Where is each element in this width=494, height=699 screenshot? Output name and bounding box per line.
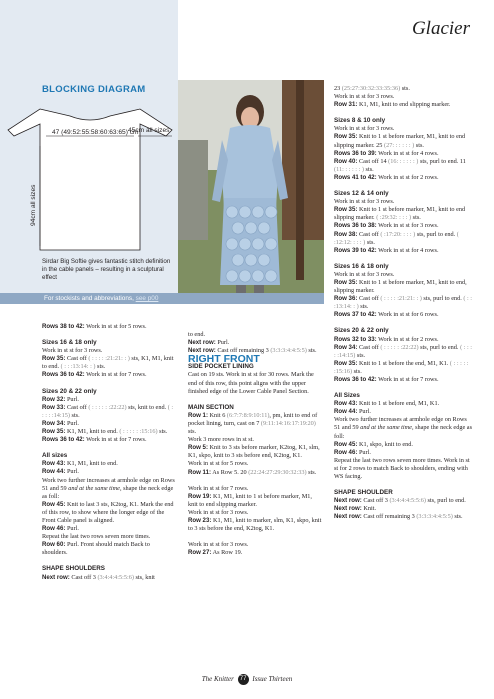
instruction-line: Work in st st for 3 rows. [188,508,249,516]
section-heading: Sizes 16 & 18 only [334,262,389,270]
instruction-line: Row 27: As Row 19. [188,549,243,557]
instruction-line: Rows 36 to 39: Work in st st for 4 rows. [334,149,439,157]
section-heading: Sizes 16 & 18 only [42,339,97,347]
instruction-line: Row 40: Cast off 14 (16: : : : : : ) sts, purl to end. 11 (11: : : : : : ) sts. [334,157,466,173]
instruction-line: Row 46: Purl. [334,448,371,456]
instruction-line: Rows 36 to 42: Work in st st for 7 rows. [42,371,147,379]
svg-text:94cm all sizes [30,184,37,226]
instruction-line: Row 35: Cast off ( : : : : :21:21: : ) sts, K1, M1, knit to end. ( : : :13:14: : ) sts. [42,355,174,371]
pattern-column-2 [188,331,322,557]
instruction-line: Next row: Knit. [334,505,377,513]
instruction-line: Next row: Cast off remaining 3 (3:3:3:4:4:5:5) sts. [188,347,317,355]
instruction-line: Row 23: K1, M1, knit to marker, slm, K1, skpo, knit to 3 sts before the end, K2tog, K1. [188,516,322,533]
section-heading: MAIN SECTION [188,403,234,411]
svg-text:45cm all sizes [128,127,170,134]
section-heading: All sizes [42,452,68,460]
instruction-line: Next row: Purl. [188,339,230,347]
instruction-line: Row 32: Purl. [42,395,79,403]
instruction-line: Row 19: K1, M1, knit to 1 st before marker, M1, knit to end slipping marker. [188,492,312,508]
page-number: 77 [238,674,249,685]
pattern-title: Glacier [411,18,470,39]
spacer [334,255,474,263]
instruction-line: Row 43: Knit to 1 st before end, M1, K1. [334,400,440,408]
instruction-line: Rows 39 to 42: Work in st st for 4 rows. [334,246,439,254]
instruction-line: Row 38: Cast off ( :17:20: : : : ) sts, purl to end. ( :12:12: : : : ) sts. [334,230,459,246]
spacer [334,109,474,117]
instruction-line: Row 35: Knit to 1 st before marker, M1, knit to end slipping marker. 25 (27: : : : : : ) sts. [334,133,466,149]
instruction-line: to end. [188,331,206,338]
instruction-line: Next row: Cast off 3 (3:4:4:4:5:5:6) sts, purl to end. [334,497,466,505]
length-label: 94cm all sizes [30,184,37,226]
spacer [188,533,322,541]
pattern-column-3 [334,85,474,522]
instruction-line: Repeat the last two rows seven more times. Work in st st for 2 rows to match Back to shoulders, ending with WS facing. [334,456,470,481]
blocking-diagram [0,96,178,258]
spacer [42,331,176,339]
model-photo [178,80,324,302]
instruction-line: Work in st st for 3 rows. [188,541,249,549]
instruction-line: Row 35: Knit to 1 st before the end, M1, K1. ( : : : : : :15:16) sts. [334,359,469,375]
instruction-line: Next row: Cast off 3 (3:4:4:4:5:5:6) sts, knit [42,573,155,581]
stockists-link[interactable]: see p00 [135,295,159,302]
instruction-line: Cast on 19 sts. Work in st st for 30 rows. Mark the end of this row, this point aligns with the upper finished edge of the Lower Cable Panel Section. [188,371,314,395]
spacer [334,481,474,489]
instruction-line: Row 31: K1, M1, knit to end slipping marker. [334,101,451,109]
instruction-line: Row 36: Cast off ( : : : : :21:21: : ) sts, purl to end. ( : : :13:14: : ) sts. [334,295,473,311]
instruction-line: Work in st st for 3 rows. [42,347,103,355]
instruction-line: Row 11: As Row 5. 20 (22:24:27:29:30:32:33) sts. [188,468,317,476]
section-heading: Sizes 8 & 10 only [334,117,386,125]
instruction-line: 23 (25:27:30:32:33:35:36) sts. [334,85,410,92]
instruction-line: Rows 32 to 33: Work in st st for 2 rows. [334,335,439,343]
svg-text:47 (49:52:55:58:60:63:65) cm [52,129,139,136]
spacer [188,396,322,404]
instruction-line: Next row: Cast off remaining 3 (3:3:3:4:4:5:5) sts. [334,513,463,521]
instruction-line: Work two further increases at armhole edge on Rows 51 and 59 and at the same time, shape the neck edge as foll: [334,416,472,440]
instruction-line: Row 44: Purl. [334,408,371,416]
instruction-line: Row 35: Knit to 1 st before marker, M1, knit to end slipping marker. ( :29:32: : : : ) sts. [334,206,466,222]
section-heading: All Sizes [334,392,360,400]
page-footer [0,674,494,685]
instruction-line: Work in st st for 3 rows. [334,270,395,278]
instruction-line: Work in st st for 3 rows. [334,93,395,101]
instruction-line: Repeat the last two rows seven more times. [42,533,151,541]
spacer [334,182,474,190]
spacer [334,384,474,392]
instruction-line: Row 5: Knit to 3 sts before marker, K2tog, K1, slm, K1, skpo, knit to 3 sts before end, K2tog, K1. [188,444,320,460]
instruction-line: Row 1: Knit 6 (6:7:7:8:9:10:11), pm, knit to end of pocket lining, turn, cast on 7 (9:11:14:16:17:19:20) sts. [188,411,318,436]
photo-caption: Sirdar Big Softie gives fantastic stitch definition in the cable panels – resulting in a sculptural effect [42,258,171,282]
instruction-line: Row 44: Purl. [42,468,79,476]
instruction-line: Row 33: Cast off ( : : : : : :22:22) sts, knit to end. ( : : : : :14:15) sts. [42,403,174,419]
blocking-diagram-title: BLOCKING DIAGRAM [42,84,146,95]
instruction-line: Row 35: Knit to 1 st before marker, M1, knit to end, slipping marker. [334,278,467,295]
instruction-line: Work two further increases at armhole edge on Rows 51 and 59 and at the same time, shape the neck edge as foll: [42,476,175,500]
instruction-line: Row 34: Cast off ( : : : : : :22:22) sts, purl to end. ( : : : : :14:15) sts. [334,343,473,359]
section-heading: Sizes 20 & 22 only [334,327,389,335]
instruction-line: Rows 37 to 42: Work in st st for 6 rows. [334,311,439,319]
stockists-text: For stockists and abbreviations, [44,295,134,302]
instruction-line: Rows 36 to 42: Work in st st for 7 rows. [42,436,147,444]
section-heading: SIDE POCKET LINING [188,363,254,371]
section-heading: Sizes 12 & 14 only [334,190,389,198]
section-heading: SHAPE SHOULDERS [42,565,105,573]
instruction-line: Rows 36 to 38: Work in st st for 3 rows. [334,222,439,230]
width-label: 47 (49:52:55:58:60:63:65) cm [52,129,139,136]
header-band [0,0,178,80]
spacer [42,444,176,452]
instruction-line: Row 60: Purl. Front should match Back to shoulders. [42,541,150,557]
section-title: RIGHT FRONT [188,353,260,366]
footer-brand: The Knitter [201,675,234,684]
instruction-line: Work in st st for 7 rows. [188,484,249,492]
instruction-line: Work in st st for 3 rows. [334,198,395,206]
stockists-note [44,295,158,302]
instruction-line: Rows 38 to 42: Work in st st for 5 rows. [42,323,147,330]
section-heading: Sizes 20 & 22 only [42,387,97,395]
instruction-line: Row 35: K1, M1, knit to end. ( : : : : : :15:16) sts. [42,428,168,436]
instruction-line: Row 43: K1, M1, knit to end. [42,460,118,468]
instruction-line: Row 45: Knit to last 3 sts, K2tog, K1. Mark the end of this row, to show where the longer edge of the Front Cable panel is aligned. [42,500,174,524]
spacer [334,319,474,327]
footer-issue: Issue Thirteen [252,675,293,684]
instruction-line: Rows 41 to 42: Work in st st for 2 rows. [334,173,439,181]
spacer [42,557,176,565]
sleeve-label: 45cm all sizes [128,127,170,134]
instruction-line: Work 3 more rows in st st. [188,436,254,444]
instruction-line: Work in st st for 3 rows. [334,125,395,133]
instruction-line: Row 46: Purl. [42,525,79,533]
spacer [42,380,176,388]
instruction-line: Row 45: K1, skpo, knit to end. [334,440,413,448]
section-heading: SHAPE SHOULDER [334,489,393,497]
spacer [188,477,322,485]
pattern-column-1 [42,323,176,582]
instruction-line: Work in st st for 5 rows. [188,460,249,468]
instruction-line: Rows 36 to 42: Work in st st for 7 rows. [334,376,439,383]
instruction-line: Row 34: Purl. [42,419,79,427]
